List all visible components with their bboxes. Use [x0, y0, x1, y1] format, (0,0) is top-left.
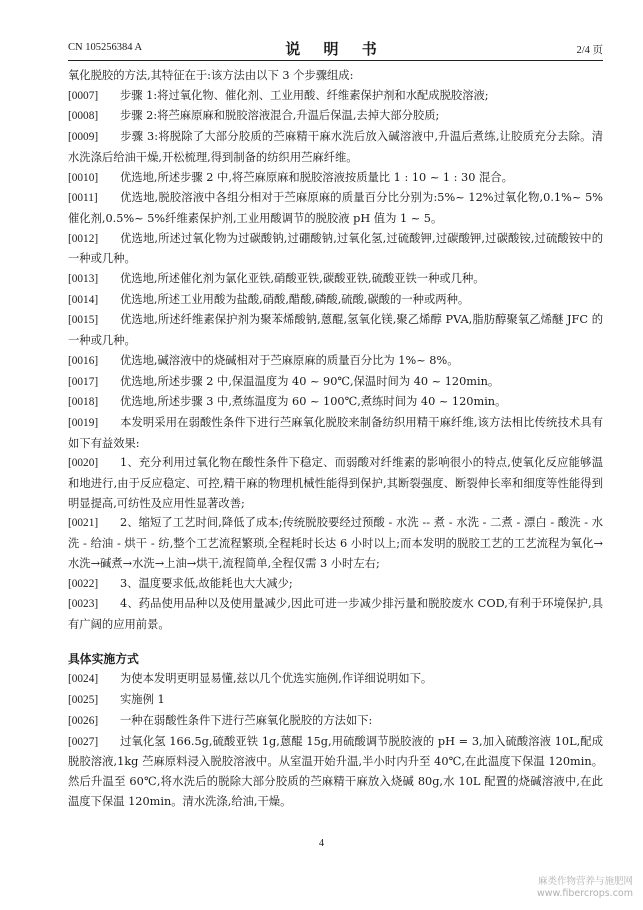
page-header — [68, 38, 603, 61]
paragraph — [68, 711, 603, 732]
paragraph-text: 优选地,所述步骤 2 中,保温温度为 40 ~ 90℃,保温时间为 40 ~ 120min。 — [120, 374, 500, 388]
paragraph-text: 优选地,脱胶溶液中各组分相对于苎麻原麻的质量百分比分别为:5%~ 12%过氧化物,0.1%~ 5%催化剂,0.5%~ 5%纤维素保护剂,工业用酸调节的脱胶液 pH 值为 1 ~ 5。 — [68, 191, 603, 225]
paragraph-text: 本发明采用在弱酸性条件下进行苎麻氧化脱胶来制备纺织用精干麻纤维,该方法相比传统技术具有如下有益效果: — [68, 415, 603, 450]
watermark-url: www.fibercrops.com — [536, 888, 633, 899]
paragraph-text: 优选地,所述过氧化物为过碳酸钠,过硼酸钠,过氧化氢,过硫酸钾,过碳酸钾,过碳酸铵,过硫酸铵中的一种或几种。 — [68, 231, 603, 266]
paragraph — [68, 669, 603, 690]
paragraph — [68, 413, 603, 453]
paragraph — [68, 310, 603, 350]
paragraph-number: [0009] — [68, 131, 99, 144]
paragraph — [68, 392, 603, 413]
paragraph-number: [0021] — [68, 517, 99, 530]
paragraph-text: 3、温度要求低,故能耗也大大减少; — [120, 576, 293, 590]
paragraph — [68, 290, 603, 311]
paragraph-number: [0022] — [68, 577, 99, 590]
paragraph-number: [0026] — [68, 714, 99, 727]
paragraph-number: [0007] — [68, 89, 99, 102]
document-title: 说 明 书 — [285, 40, 386, 58]
paragraph-number: [0014] — [68, 293, 99, 306]
paragraph-number: [0023] — [68, 598, 99, 611]
paragraph — [68, 106, 603, 127]
paragraph-text: 1、充分利用过氧化物在酸性条件下稳定、而弱酸对纤维素的影响很小的特点,使氧化反应能够温和地进行,由于反应稳定、可控,精干麻的物理机械性能得到保护,其断裂强度、断裂伸长率和细度等性能得到明显提高,可纺性及应用性显著改善; — [68, 456, 603, 510]
paragraph-number: [0020] — [68, 457, 99, 470]
paragraph — [68, 269, 603, 290]
paragraph-number: [0011] — [68, 192, 98, 205]
paragraph-text: 2、缩短了工艺时间,降低了成本;传统脱胶要经过预酸 - 水洗 -- 煮 - 水洗 - 二煮 - 漂白 - 酸洗 - 水洗 - 给油 - 烘干 - 纺,整个工艺流程繁琐,全程耗时长达 6 小时以上;而本发明的脱胶工艺的工艺流程为氧化→水洗→碱煮→水洗→上油→烘干,流程简单,全程仅需 3 小时左右; — [68, 516, 603, 570]
watermark-line: 麻类作物营养与施肥网 — [537, 876, 633, 887]
paragraph-list — [68, 86, 603, 635]
paragraph — [68, 574, 603, 595]
paragraph — [68, 188, 603, 228]
paragraph-number: [0018] — [68, 396, 99, 409]
paragraph-text: 实施例 1 — [120, 693, 165, 707]
paragraph-text: 步骤 2:将苎麻原麻和脱胶溶液混合,升温后保温,去掉大部分胶质; — [120, 109, 440, 123]
paragraph-text: 步骤 1:将过氧化物、催化剂、工业用酸、纤维素保护剂和水配成脱胶溶液; — [120, 88, 489, 102]
paragraph-text: 优选地,所述催化剂为氯化亚铁,硝酸亚铁,碳酸亚铁,硫酸亚铁一种或几种。 — [120, 272, 485, 286]
paragraph-text: 优选地,所述工业用酸为盐酸,硝酸,醋酸,磷酸,硫酸,碳酸的一种或两种。 — [120, 292, 470, 306]
paragraph — [68, 372, 603, 393]
paragraph — [68, 229, 603, 269]
paragraph-text: 优选地,所述步骤 2 中,将苎麻原麻和脱胶溶液按质量比 1 : 10 ~ 1 : 30 混合。 — [120, 170, 513, 184]
paragraph-text: 过氧化氢 166.5g,硫酸亚铁 1g,蒽醌 15g,用硫酸调节脱胶液的 pH = 3,加入硫酸溶液 10L,配成脱胶溶液,1kg 苎麻原料浸入脱胶溶液中。从室温开始升温,半小时内升至 40℃,在此温度下保温 120min。然后升温至 60℃,将水洗后的脱除大部分胶质的苎麻精干麻放入烧碱 80g,水 10L 配置的烧碱溶液中,在此温度下保温 120min。清水洗涤,给油,干燥。 — [68, 734, 603, 808]
paragraph-number: [0012] — [68, 232, 99, 245]
paragraph-number: [0010] — [68, 171, 99, 184]
paragraph-text: 为使本发明更明显易懂,兹以几个优选实施例,作详细说明如下。 — [120, 672, 433, 686]
watermark — [513, 876, 633, 900]
paragraph-number: [0025] — [68, 694, 99, 707]
page-number: 4 — [318, 838, 325, 849]
paragraph-number: [0013] — [68, 273, 99, 286]
paragraph-number: [0019] — [68, 416, 99, 429]
page-indicator: 2/4 页 — [576, 45, 603, 56]
paragraph-text: 4、药品使用品种以及使用量减少,因此可进一步减少排污量和脱胶废水 COD,有利于环境保护,具有广阔的应用前景。 — [68, 597, 603, 631]
document-body — [68, 66, 603, 811]
paragraph-text: 步骤 3:将脱除了大部分胶质的苎麻精干麻水洗后放入碱溶液中,升温后煮练,让胶质充分去除。清水洗涤后给油干燥,开松梳理,得到制备的纺织用苎麻纤维。 — [68, 130, 603, 164]
paragraph-text: 优选地,所述步骤 3 中,煮练温度为 60 ~ 100℃,煮练时间为 40 ~ 120min。 — [120, 395, 507, 409]
section-heading: 具体实施方式 — [68, 651, 139, 666]
paragraph-number: [0024] — [68, 673, 99, 686]
paragraph-number: [0017] — [68, 375, 99, 388]
paragraph — [68, 690, 603, 711]
paragraph — [68, 732, 603, 812]
paragraph — [68, 513, 603, 573]
paragraph-number: [0008] — [68, 110, 99, 123]
paragraph-text: 优选地,碱溶液中的烧碱相对于苎麻原麻的质量百分比为 1%~ 8%。 — [120, 353, 459, 367]
paragraph-number: [0027] — [68, 735, 99, 748]
paragraph-number: [0015] — [68, 314, 99, 327]
paragraph — [68, 351, 603, 372]
paragraph — [68, 168, 603, 189]
paragraph — [68, 453, 603, 513]
paragraph-text: 优选地,所述纤维素保护剂为聚苯烯酸钠,蒽醌,氢氧化镁,聚乙烯醇 PVA,脂肪醇聚氧乙烯醚 JFC 的一种或几种。 — [68, 313, 603, 348]
paragraph — [68, 594, 603, 634]
paragraph — [68, 86, 603, 107]
paragraph-list-embodiments — [68, 669, 603, 811]
paragraph — [68, 127, 603, 167]
patent-number: CN 105256384 A — [68, 42, 143, 53]
paragraph-number: [0016] — [68, 354, 99, 367]
intro-line: 氧化脱胶的方法,其特征在于:该方法由以下 3 个步骤组成: — [68, 69, 354, 82]
paragraph-text: 一种在弱酸性条件下进行苎麻氧化脱胶的方法如下: — [120, 713, 373, 727]
